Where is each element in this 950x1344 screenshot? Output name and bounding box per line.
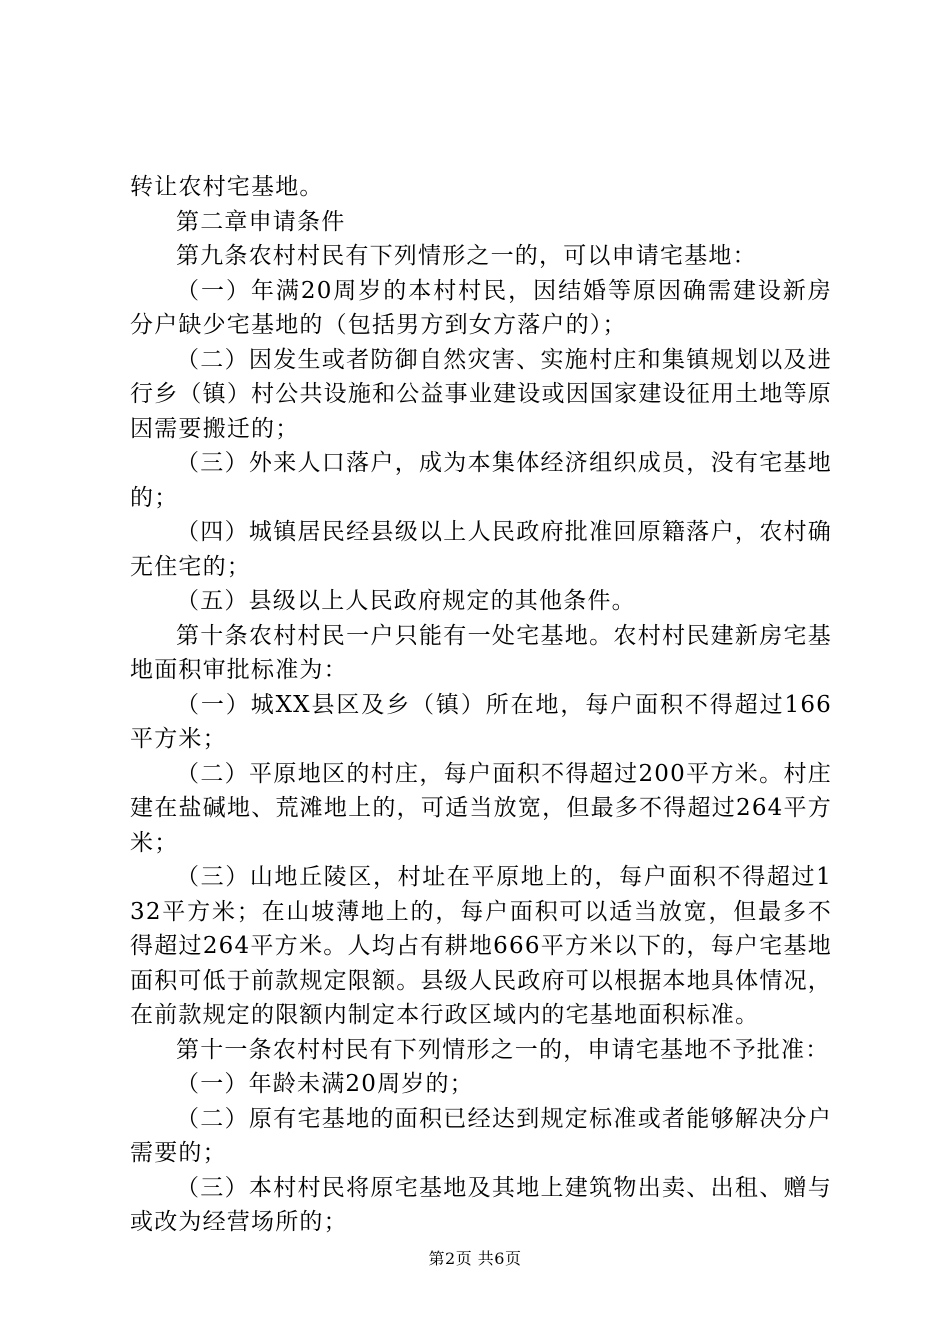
article-11-item-1: （一）年龄未满20周岁的； <box>176 1071 474 1097</box>
document-body <box>130 170 832 1240</box>
article-10-item-2: （二）平原地区的村庄，每户面积不得超过200平方米。村庄建在盐碱地、荒滩地上的，可适当放宽，但最多不得超过264平方米； <box>130 760 832 856</box>
article-11: 第十一条农村村民有下列情形之一的，申请宅基地不予批准： <box>176 1036 830 1063</box>
article-10: 第十条农村村民一户只能有一处宅基地。农村村民建新房宅基地面积审批标准为： <box>130 622 832 683</box>
paragraph-continuation: 转让农村宅基地。 <box>130 174 324 200</box>
article-11-item-3: （三）本村村民将原宅基地及其地上建筑物出卖、出租、赠与或改为经营场所的； <box>130 1174 832 1235</box>
article-9-item-2: （二）因发生或者防御自然灾害、实施村庄和集镇规划以及进行乡（镇）村公共设施和公益事业建设或因国家建设征用土地等原因需要搬迁的； <box>130 346 832 442</box>
chapter-heading: 第二章申请条件 <box>176 208 346 235</box>
article-10-item-3: （三）山地丘陵区，村址在平原地上的，每户面积不得超过132平方米；在山坡薄地上的，每户面积可以适当放宽，但最多不得超过264平方米。人均占有耕地666平方米以下的，每户宅基地面积可低于前款规定限额。县级人民政府可以根据本地具体情况，在前款规定的限额内制定本行政区域内的宅基地面积标准。 <box>130 864 832 1028</box>
article-9-item-3: （三）外来人口落户，成为本集体经济组织成员，没有宅基地的； <box>130 450 832 511</box>
article-9: 第九条农村村民有下列情形之一的，可以申请宅基地： <box>176 243 757 269</box>
page-number-footer: 第2页 共6页 <box>428 1249 522 1268</box>
article-10-item-1: （一）城XX县区及乡（镇）所在地，每户面积不得超过166平方米； <box>130 691 832 752</box>
article-11-item-2: （二）原有宅基地的面积已经达到规定标准或者能够解决分户需要的； <box>130 1105 832 1166</box>
article-9-item-4: （四）城镇居民经县级以上人民政府批准回原籍落户，农村确无住宅的； <box>130 519 832 580</box>
article-9-item-1: （一）年满20周岁的本村村民，因结婚等原因确需建设新房分户缺少宅基地的（包括男方到女方落户的）； <box>130 277 832 338</box>
article-9-item-5: （五）县级以上人民政府规定的其他条件。 <box>176 588 636 614</box>
